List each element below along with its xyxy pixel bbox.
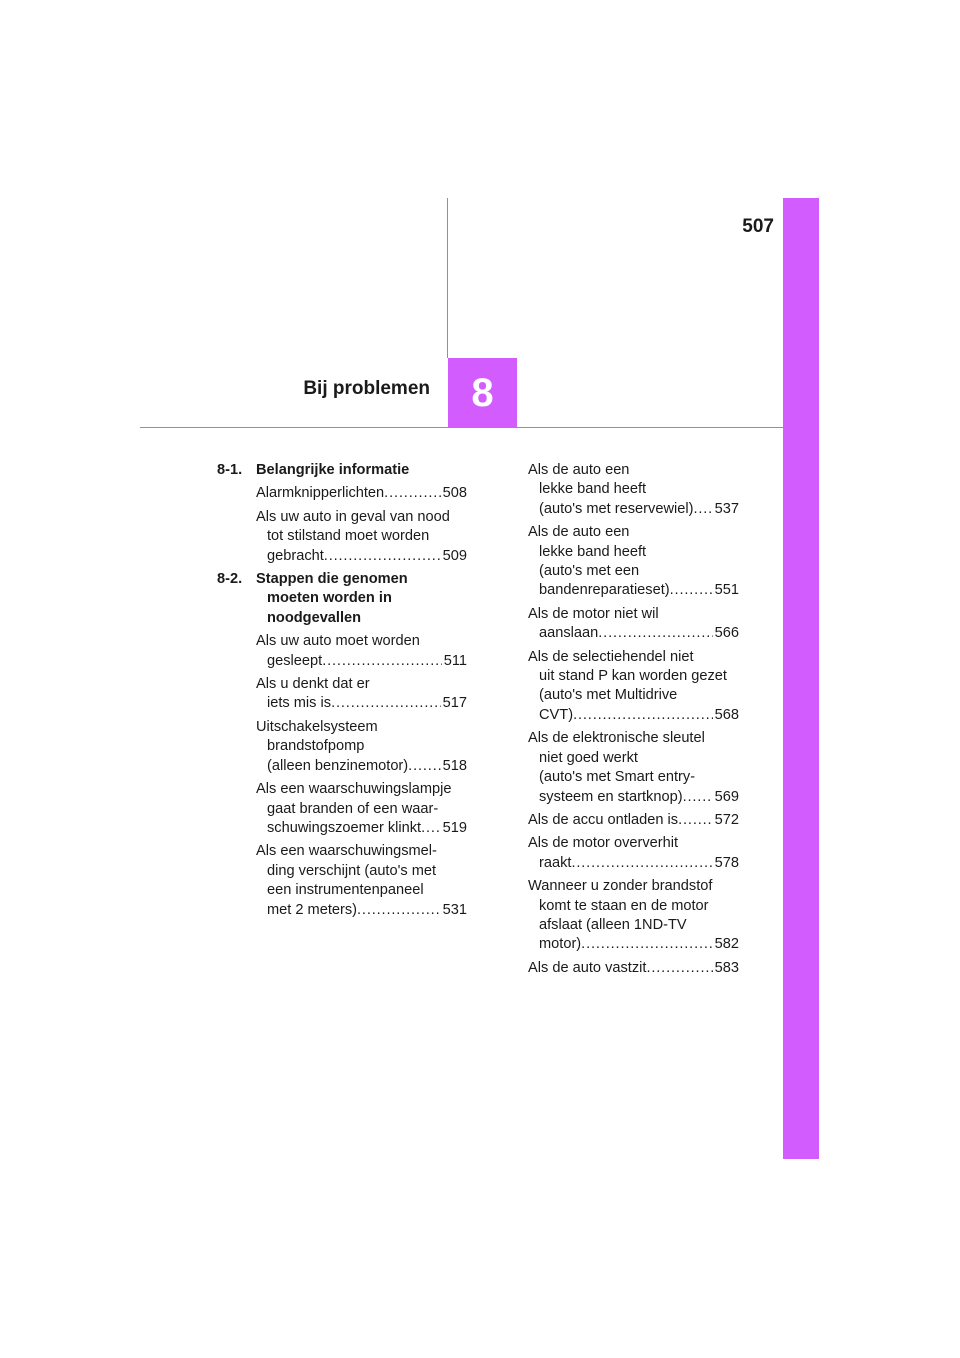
toc-entry-text: CVT) — [539, 706, 574, 723]
toc-entry-line: afslaat (alleen 1ND-TV — [539, 916, 687, 933]
page-ref: 518 — [442, 757, 467, 774]
toc-entry-line: lekke band heeft — [539, 481, 647, 498]
dot-leader — [322, 652, 442, 671]
toc-entry-line: brandstofpomp — [267, 738, 365, 755]
toc-entry[interactable] — [528, 959, 739, 978]
toc-entry-text: (auto's met reservewiel) — [539, 500, 694, 517]
chapter-number: 8 — [471, 370, 494, 415]
toc-entry-text: raakt — [539, 854, 572, 871]
dot-leader — [678, 811, 713, 830]
page-number: 507 — [742, 216, 774, 237]
toc-entry-line: Wanneer u zonder brandstof — [528, 878, 713, 895]
page-ref: 578 — [714, 854, 739, 871]
toc-entry-last-line — [256, 547, 467, 566]
toc-entry-last-line — [528, 581, 739, 600]
toc-entry-line: (auto's met Multidrive — [539, 687, 678, 704]
toc-entry-line: Als een waarschuwingsmel- — [256, 843, 437, 860]
toc-entry[interactable] — [256, 842, 467, 920]
section-heading — [217, 570, 467, 628]
toc-entry-last-line — [256, 757, 467, 776]
dot-leader — [598, 624, 712, 643]
toc-entry-line: Uitschakelsysteem — [256, 718, 378, 735]
toc-entry-line: niet goed werkt — [539, 749, 638, 766]
dot-leader — [357, 901, 441, 920]
section-title — [256, 570, 467, 628]
page-ref: 511 — [443, 652, 467, 669]
page-ref: 583 — [714, 959, 739, 976]
toc-entry[interactable] — [528, 605, 739, 644]
toc-entry-line: (auto's met Smart entry- — [539, 769, 696, 786]
toc-entry-text: aanslaan — [539, 625, 599, 642]
section-number: 8-1. — [217, 462, 243, 478]
toc-entry-text: Als de auto vastzit — [528, 959, 647, 976]
toc-left-column — [217, 461, 467, 924]
toc-entry-last-line — [256, 819, 467, 838]
toc-entry-text: gesleept — [267, 652, 323, 669]
toc-entry-text: Alarmknipperlichten — [256, 485, 385, 502]
toc-entry-last-line — [256, 694, 467, 713]
toc-entry[interactable] — [256, 632, 467, 671]
dot-leader — [683, 788, 713, 807]
toc-entry-line: Als de selectiehendel niet — [528, 648, 694, 665]
toc-entry[interactable] — [256, 780, 467, 838]
section-title-line: moeten worden in — [267, 590, 392, 607]
toc-entry-last-line — [528, 811, 739, 830]
section-title-line: noodgevallen — [267, 609, 362, 626]
toc-entry-text: schuwingszoemer klinkt — [267, 819, 422, 836]
dot-leader — [324, 547, 441, 566]
toc-entry-last-line — [528, 935, 739, 954]
toc-entry-text: met 2 meters) — [267, 901, 358, 918]
page-ref: 569 — [714, 788, 739, 805]
toc-entry-last-line — [528, 500, 739, 519]
toc-entry-text: iets mis is — [267, 695, 332, 712]
toc-entry-last-line — [256, 652, 467, 671]
dot-leader — [384, 484, 440, 503]
page-ref: 572 — [714, 811, 739, 828]
toc-entry-line: Als de elektronische sleutel — [528, 730, 705, 747]
toc-entry-line: komt te staan en de motor — [539, 897, 709, 914]
section-title-line: Belangrijke informatie — [256, 462, 410, 478]
toc-entry[interactable] — [528, 834, 739, 873]
page-ref: 531 — [442, 901, 467, 918]
toc-entry[interactable] — [528, 648, 739, 726]
section-number: 8-2. — [217, 571, 243, 588]
dot-leader — [581, 935, 712, 954]
toc-entry[interactable] — [528, 877, 739, 955]
toc-entry-line: ding verschijnt (auto's met — [267, 862, 437, 879]
toc-entry[interactable] — [528, 811, 739, 830]
page-ref: 509 — [442, 547, 467, 564]
toc-entry-line: (auto's met een — [539, 563, 640, 580]
toc-entry-last-line — [528, 706, 739, 725]
toc-entry-line: Als uw auto moet worden — [256, 633, 420, 650]
toc-entry-line: gaat branden of een waar- — [267, 800, 439, 817]
toc-entry-line: Als u denkt dat er — [256, 676, 370, 693]
dot-leader — [646, 959, 712, 978]
toc-right-column — [528, 461, 739, 982]
section-title — [256, 461, 467, 480]
toc-entry-last-line — [528, 854, 739, 873]
page-ref: 517 — [442, 695, 467, 712]
page-ref: 537 — [714, 500, 739, 517]
toc-entry[interactable] — [256, 675, 467, 714]
toc-entry-text: bandenreparatieset) — [539, 582, 670, 599]
dot-leader — [693, 500, 712, 519]
toc-entry-line: Als de auto een — [528, 462, 630, 478]
toc-entry[interactable] — [528, 729, 739, 807]
toc-entry-text: gebracht — [267, 547, 324, 564]
page-ref: 519 — [442, 819, 467, 836]
section-title-line: Stappen die genomen — [256, 571, 408, 588]
page-ref: 568 — [714, 706, 739, 723]
toc-entry-last-line — [256, 484, 467, 503]
toc-entry-text: Als de accu ontladen is — [528, 811, 679, 828]
chapter-title: Bij problemen — [303, 378, 430, 399]
dot-leader — [670, 581, 713, 600]
toc-entry-last-line — [256, 901, 467, 920]
toc-entry[interactable] — [256, 718, 467, 776]
toc-entry-last-line — [528, 959, 739, 978]
toc-entry[interactable] — [256, 484, 467, 503]
dot-leader — [421, 819, 441, 838]
dot-leader — [331, 694, 441, 713]
toc-entry-line: Als de motor oververhit — [528, 835, 679, 852]
toc-entry[interactable] — [528, 461, 739, 519]
section-heading — [217, 461, 467, 480]
toc-entry-last-line — [528, 788, 739, 807]
chapter-number-box — [448, 358, 517, 428]
page-ref: 551 — [714, 582, 739, 599]
page-ref: 508 — [442, 485, 467, 502]
section-entries — [217, 484, 467, 566]
dot-leader — [571, 854, 712, 873]
toc-entry-line: Als een waarschuwingslampje — [256, 781, 452, 798]
toc-entry-line: Als uw auto in geval van nood — [256, 508, 450, 525]
dot-leader — [573, 706, 713, 725]
section-entries — [217, 632, 467, 920]
dot-leader — [408, 757, 440, 776]
toc-entry-text: systeem en startknop) — [539, 788, 683, 805]
chapter-tab-bar — [783, 198, 819, 1159]
toc-entry[interactable] — [256, 508, 467, 566]
header-vertical-rule — [447, 198, 448, 358]
toc-entry-line: lekke band heeft — [539, 543, 647, 560]
toc-entry-last-line — [528, 624, 739, 643]
toc-entry-line: tot stilstand moet worden — [267, 528, 430, 545]
page-ref: 566 — [714, 625, 739, 642]
toc-entry-text: motor) — [539, 936, 582, 953]
page-ref: 582 — [714, 936, 739, 953]
toc-entry-text: (alleen benzinemotor) — [267, 757, 409, 774]
toc-entry-line: uit stand P kan worden gezet — [539, 668, 727, 685]
toc-entry-line: een instrumentenpaneel — [267, 882, 424, 899]
toc-entry-line: Als de auto een — [528, 524, 630, 541]
toc-entry-line: Als de motor niet wil — [528, 605, 659, 622]
toc-entry[interactable] — [528, 523, 739, 601]
